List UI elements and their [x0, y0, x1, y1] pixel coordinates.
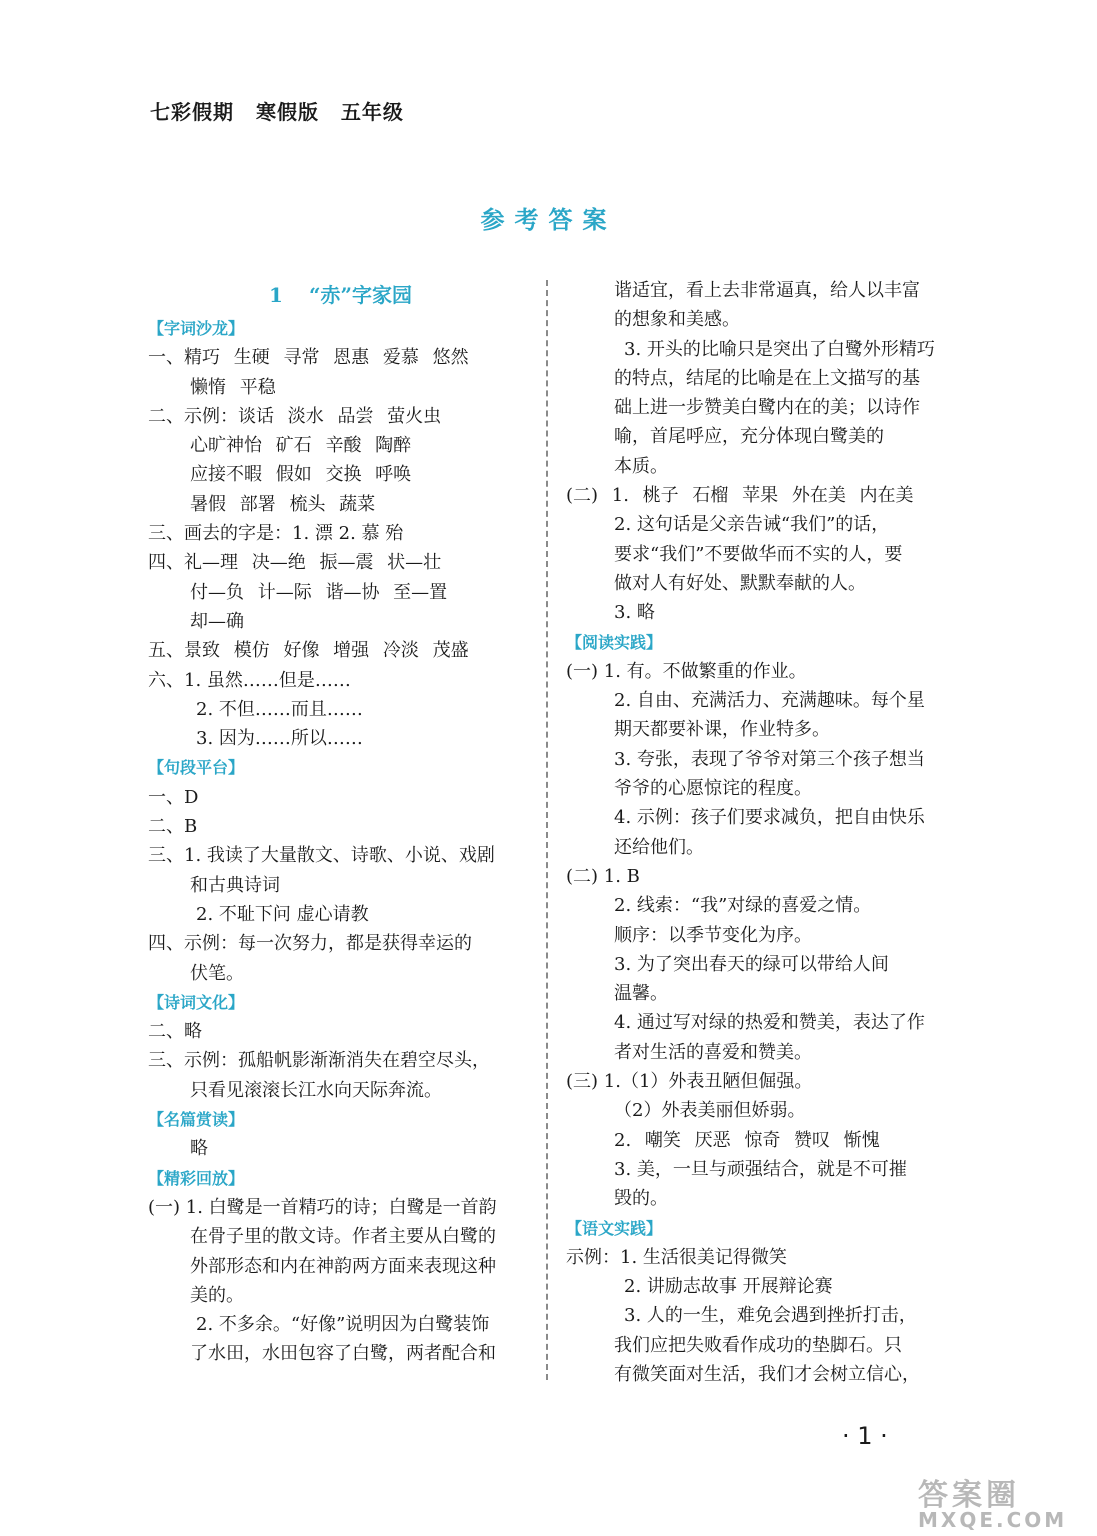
section-tag-label: 【精彩回放】 [148, 1168, 245, 1188]
answer-line: 4. 示例：孩子们要求减负，把自由快乐 [614, 807, 925, 829]
answer-line: 懒惰 平稳 [190, 376, 276, 398]
watermark-logo [918, 1470, 1067, 1532]
answer-line: 爷爷的心愿惊诧的程度。 [614, 778, 812, 800]
answer-line: 二、B [148, 816, 198, 838]
answer-line: 3. 因为……所以…… [196, 728, 363, 750]
answer-line: (一) 1. 有。不做繁重的作业。 [566, 660, 807, 682]
answer-line: 只看见滚滚长江水向天际奔流。 [190, 1079, 442, 1101]
answer-line: （2）外表美丽但娇弱。 [614, 1100, 806, 1122]
answer-line: 六、1. 虽然……但是…… [148, 669, 351, 691]
section-tag-label: 【字词沙龙】 [148, 319, 245, 338]
answer-line: 2. 不多余。“好像”说明因为白鹭装饰 [196, 1314, 490, 1336]
answer-line: 心旷神怡 矿石 辛酸 陶醉 [190, 435, 412, 457]
answer-line: 础上进一步赞美白鹭内在的美；以诗作 [614, 397, 920, 419]
answer-line: 伏笔。 [190, 962, 244, 984]
answer-line: 三、1. 我读了大量散文、诗歌、小说、戏剧 [148, 845, 495, 867]
section-tag [148, 314, 533, 343]
answer-line: 和古典诗词 [190, 874, 280, 896]
section-tag [148, 753, 533, 782]
section-tag [148, 1105, 533, 1134]
answer-line: 2. 这句话是父亲告诫“我们”的话， [614, 514, 890, 536]
answer-line: 2. 不耻下问 虚心请教 [196, 903, 369, 925]
answer-line: 一、精巧 生硬 寻常 恩惠 爱慕 悠然 [148, 347, 469, 369]
section-tag [148, 1164, 533, 1193]
answer-line: 有微笑面对生活，我们才会树立信心， [614, 1363, 920, 1385]
answer-line: 者对生活的喜爱和赞美。 [614, 1041, 812, 1063]
answer-line: 在骨子里的散文诗。作者主要从白鹭的 [190, 1226, 496, 1248]
column-divider [546, 280, 548, 1380]
answer-line: (三) 1.（1）外表丑陋但倔强。 [566, 1071, 813, 1093]
answer-line: 3. 略 [614, 602, 655, 624]
section-tag-label: 【语文实践】 [566, 1218, 663, 1238]
answer-line: 的特点，结尾的比喻是在上文描写的基 [614, 367, 920, 389]
answer-line: 外部形态和内在神韵两方面来表现这种 [190, 1255, 496, 1277]
answer-line: 我们应把失败看作成功的垫脚石。只 [614, 1334, 902, 1356]
section-tag-label: 【阅读实践】 [566, 632, 663, 652]
answer-line: 4. 通过写对绿的热爱和赞美，表达了作 [614, 1012, 925, 1034]
section-tag [566, 628, 951, 657]
answer-line: 要求“我们”不要做华而不实的人，要 [614, 543, 903, 565]
section-name: “赤”字家园 [308, 283, 412, 307]
answer-line: 毁的。 [614, 1188, 668, 1210]
page-number: · 1 · [842, 1422, 888, 1450]
watermark-url: MXQE.COM [918, 1508, 1068, 1532]
right-column [566, 276, 951, 1389]
answer-line: (一) 1. 白鹭是一首精巧的诗；白鹭是一首韵 [148, 1196, 497, 1218]
header-title: 七彩假期 寒假版 五年级 [150, 100, 404, 124]
section-tag-label: 【句段平台】 [148, 758, 245, 778]
answer-line: 做对人有好处、默默奉献的人。 [614, 572, 866, 594]
answer-line: 3. 人的一生，难免会遇到挫折打击， [624, 1305, 917, 1327]
answer-line: 2. 线索：“我”对绿的喜爱之情。 [614, 895, 872, 917]
page-title: 参考答案 [480, 206, 617, 234]
section-tag [148, 988, 533, 1017]
answer-line: 2. 自由、充满活力、充满趣味。每个星 [614, 690, 925, 712]
answer-line: 二、略 [148, 1021, 202, 1043]
answer-line: 略 [190, 1138, 208, 1160]
left-column [148, 276, 533, 1369]
answer-line: 一、D [148, 786, 199, 808]
answer-line: (二) 1. 桃子 石榴 苹果 外在美 内在美 [566, 485, 914, 507]
answer-line: 三、画去的字是：1. 漂 2. 慕 殆 [148, 523, 404, 545]
section-number: 1 [269, 283, 283, 307]
answer-line: 五、景致 模仿 好像 增强 冷淡 茂盛 [148, 640, 469, 662]
answer-line: 谐适宜，看上去非常逼真，给人以丰富 [614, 280, 920, 301]
answer-line: 示例：1. 生活很美记得微笑 [566, 1246, 787, 1268]
answer-line: 期天都要补课，作业特多。 [614, 719, 830, 741]
answer-line: 付—负 计—际 谐—协 至—置 [190, 581, 448, 603]
answer-line: 喻，首尾呼应，充分体现白鹭美的 [614, 426, 884, 448]
answer-line: 本质。 [614, 455, 668, 477]
section-title [148, 276, 533, 314]
watermark-text: 答案圈 [918, 1478, 1020, 1513]
answer-line: 温馨。 [614, 983, 668, 1005]
answer-line: 了水田，水田包容了白鹭，两者配合和 [190, 1343, 496, 1365]
answer-line: 三、示例：孤船帆影渐渐消失在碧空尽头， [148, 1050, 490, 1072]
answer-line: 还给他们。 [614, 836, 704, 858]
answer-line: 2. 嘲笑 厌恶 惊奇 赞叹 惭愧 [614, 1129, 880, 1151]
answer-line: 应接不暇 假如 交换 呼唤 [190, 464, 412, 486]
answer-line: 3. 开头的比喻只是突出了白鹭外形精巧 [624, 338, 935, 360]
answer-line: (二) 1. B [566, 865, 640, 887]
section-tag-label: 【名篇赏读】 [148, 1110, 245, 1130]
answer-line: 四、示例：每一次努力，都是获得幸运的 [148, 933, 472, 955]
answer-line: 暑假 部署 梳头 蔬菜 [190, 493, 376, 515]
section-tag-label: 【诗词文化】 [148, 992, 245, 1012]
section-tag [566, 1214, 951, 1243]
answer-line: 却—确 [190, 610, 244, 632]
answer-line: 3. 为了突出春天的绿可以带给人间 [614, 953, 889, 975]
answer-line: 3. 美，一旦与顽强结合，就是不可摧 [614, 1158, 907, 1180]
answer-line: 四、礼—理 决—绝 振—震 状—壮 [148, 552, 442, 574]
answer-line: 二、示例：谈话 淡水 品尝 萤火虫 [148, 405, 442, 427]
answer-line: 美的。 [190, 1284, 244, 1306]
answer-line: 顺序：以季节变化为序。 [614, 924, 812, 946]
answer-line: 的想象和美感。 [614, 309, 740, 331]
answer-line: 2. 讲励志故事 开展辩论赛 [624, 1276, 833, 1298]
answer-line: 3. 夸张，表现了爷爷对第三个孩子想当 [614, 748, 925, 770]
answer-line: 2. 不但……而且…… [196, 698, 363, 720]
